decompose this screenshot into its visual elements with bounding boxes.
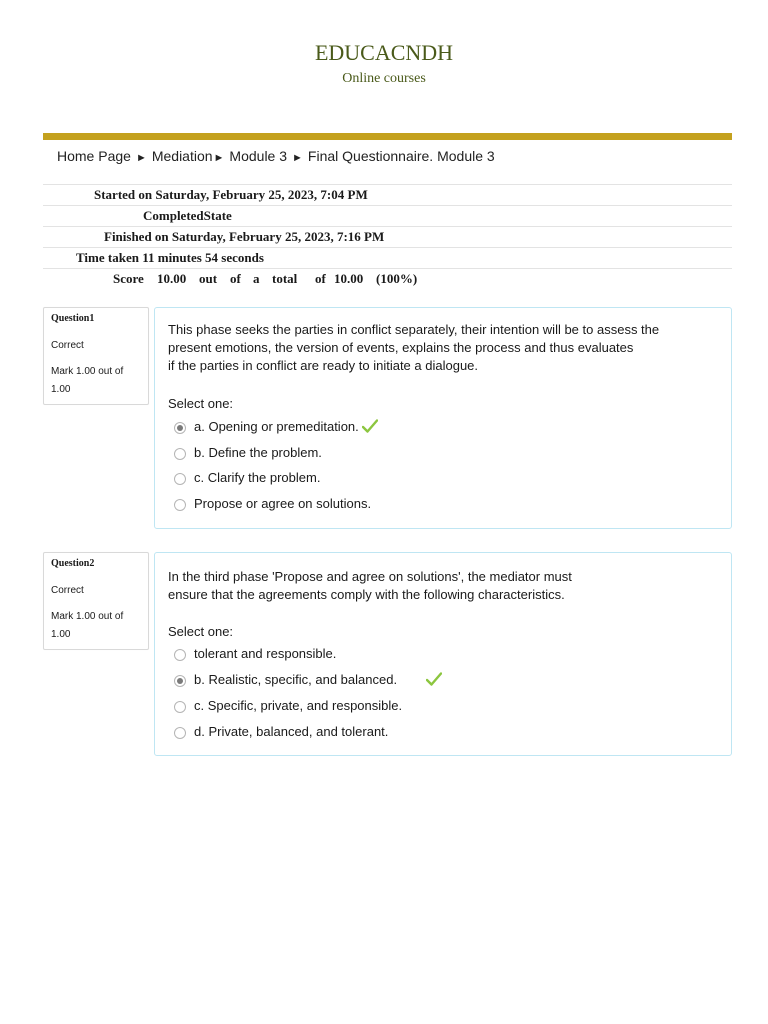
score-word: a — [253, 271, 260, 286]
radio-button[interactable] — [174, 473, 186, 485]
question-number: Question1 — [51, 313, 95, 324]
question-number: Question2 — [51, 558, 95, 569]
breadcrumb-module-link[interactable]: Module 3 — [229, 148, 288, 164]
radio-button[interactable] — [174, 499, 186, 511]
breadcrumb-home-link[interactable]: Home Page — [57, 148, 131, 164]
summary-row-time-taken — [43, 247, 732, 268]
summary-row-started — [43, 184, 732, 205]
summary-row-state — [43, 205, 732, 226]
score-word: Score — [113, 271, 144, 286]
answer-option-label: Propose or agree on solutions. — [194, 496, 372, 511]
question-text — [168, 321, 659, 375]
summary-row-score — [43, 268, 732, 289]
question-text-line: In the third phase 'Propose and agree on solutions', the mediator must — [168, 569, 572, 584]
question-state: Correct — [51, 340, 84, 351]
score-word: total — [272, 271, 298, 286]
radio-button[interactable] — [174, 701, 186, 713]
question-mark: Mark 1.00 out of 1.00 — [51, 366, 124, 395]
time-taken-text: Time taken 11 minutes 54 seconds — [76, 250, 264, 265]
correct-check-icon — [426, 672, 442, 686]
answer-option-label: a. Opening or premeditation. — [194, 419, 359, 434]
question-text — [168, 568, 572, 604]
answer-option-label: tolerant and responsible. — [194, 646, 337, 661]
score-word: 10.00 — [157, 271, 187, 286]
question-mark: Mark 1.00 out of 1.00 — [51, 611, 124, 640]
radio-button-selected[interactable] — [174, 675, 186, 687]
radio-button[interactable] — [174, 448, 186, 460]
finished-on-text: Finished on Saturday, February 25, 2023, 7:16 PM — [104, 229, 385, 244]
started-on-text: Started on Saturday, February 25, 2023, 7:04 PM — [94, 187, 368, 202]
header-accent-bar — [43, 133, 732, 140]
question-state: Correct — [51, 585, 84, 596]
select-one-prompt: Select one: — [168, 396, 234, 411]
question-text-line: ensure that the agreements comply with the following characteristics. — [168, 587, 565, 602]
breadcrumb-current-page: Final Questionnaire. Module 3 — [307, 148, 495, 164]
answer-option-label: b. Define the problem. — [194, 445, 322, 460]
answer-option-label: b. Realistic, specific, and balanced. — [194, 672, 398, 687]
question-2-content — [154, 552, 732, 756]
score-word: of — [230, 271, 241, 286]
breadcrumb-separator: ► — [213, 152, 225, 164]
site-title: EDUCACNDH — [314, 40, 454, 65]
score-word: 10.00 — [334, 271, 364, 286]
radio-button[interactable] — [174, 649, 186, 661]
question-1-content — [154, 307, 732, 529]
score-word: of — [315, 271, 326, 286]
answer-option-label: c. Specific, private, and responsible. — [194, 698, 403, 713]
score-word: out — [199, 271, 218, 286]
correct-check-icon — [362, 419, 378, 433]
select-one-prompt: Select one: — [168, 624, 234, 639]
attempt-summary-table — [43, 184, 732, 289]
site-subtitle: Online courses — [342, 71, 426, 86]
breadcrumb — [57, 148, 495, 164]
breadcrumb-separator: ► — [292, 152, 303, 164]
score-word: (100%) — [376, 271, 418, 286]
breadcrumb-separator: ► — [135, 152, 147, 164]
breadcrumb-mediation-link[interactable]: Mediation — [151, 148, 213, 164]
question-1-info — [43, 307, 149, 405]
summary-row-finished — [43, 226, 732, 247]
radio-button-selected[interactable] — [174, 422, 186, 434]
question-text-line: present emotions, the version of events, explains the process and thus evaluates — [168, 340, 634, 355]
question-text-line: if the parties in conflict are ready to initiate a dialogue. — [168, 358, 479, 373]
answer-option-label: d. Private, balanced, and tolerant. — [194, 724, 389, 739]
question-2-info — [43, 552, 149, 650]
answer-option-label: c. Clarify the problem. — [194, 470, 321, 485]
question-text-line: This phase seeks the parties in conflict separately, their intention will be to assess the — [168, 322, 660, 337]
state-text: CompletedState — [143, 208, 232, 223]
radio-button[interactable] — [174, 727, 186, 739]
